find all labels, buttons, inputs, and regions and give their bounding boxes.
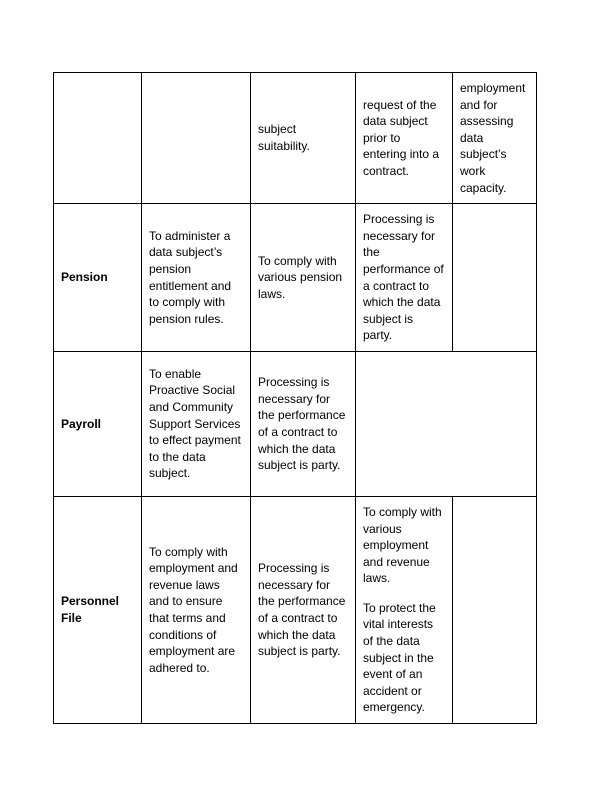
purpose-cell [142, 73, 251, 204]
legal-basis-cell: subject suitability. [251, 73, 356, 204]
category-cell: Personnel File [54, 496, 142, 723]
category-cell: Payroll [54, 351, 142, 496]
legal-basis-cell: Processing is necessary for the performance of a contract to which the data subject is party. [251, 351, 356, 496]
notes-cell: employment and for assessing data subject’s work capacity. [453, 73, 537, 204]
category-cell [54, 73, 142, 204]
additional-basis-cell [356, 204, 453, 352]
table-row [54, 204, 537, 352]
category-cell: Pension [54, 204, 142, 352]
purpose-cell: To administer a data subject’s pension entitlement and to comply with pension rules. [142, 204, 251, 352]
notes-cell [453, 496, 537, 723]
data-processing-table [53, 72, 537, 724]
table-row [54, 351, 537, 496]
legal-basis-cell: Processing is necessary for the performance of a contract to which the data subject is party. [251, 496, 356, 723]
purpose-cell: To comply with employment and revenue laws and to ensure that terms and conditions of employment are adhered to. [142, 496, 251, 723]
additional-basis-cell [356, 351, 537, 496]
additional-basis-text: Processing is necessary for the performance of a contract to which the data subject is party. [363, 212, 444, 343]
notes-cell [453, 204, 537, 352]
legal-basis-cell: To comply with various pension laws. [251, 204, 356, 352]
purpose-cell: To enable Proactive Social and Community Support Services to effect payment to the data subject. [142, 351, 251, 496]
additional-basis-cell [356, 496, 453, 723]
additional-basis-text: To protect the vital interests of the data subject in the event of an accident or emergency. [363, 600, 436, 715]
table-row [54, 496, 537, 723]
table-row [54, 73, 537, 204]
additional-basis-text: To comply with various employment and revenue laws. [363, 504, 442, 586]
additional-basis-text: request of the data subject prior to entering into a contract. [363, 97, 440, 178]
additional-basis-cell [356, 73, 453, 204]
